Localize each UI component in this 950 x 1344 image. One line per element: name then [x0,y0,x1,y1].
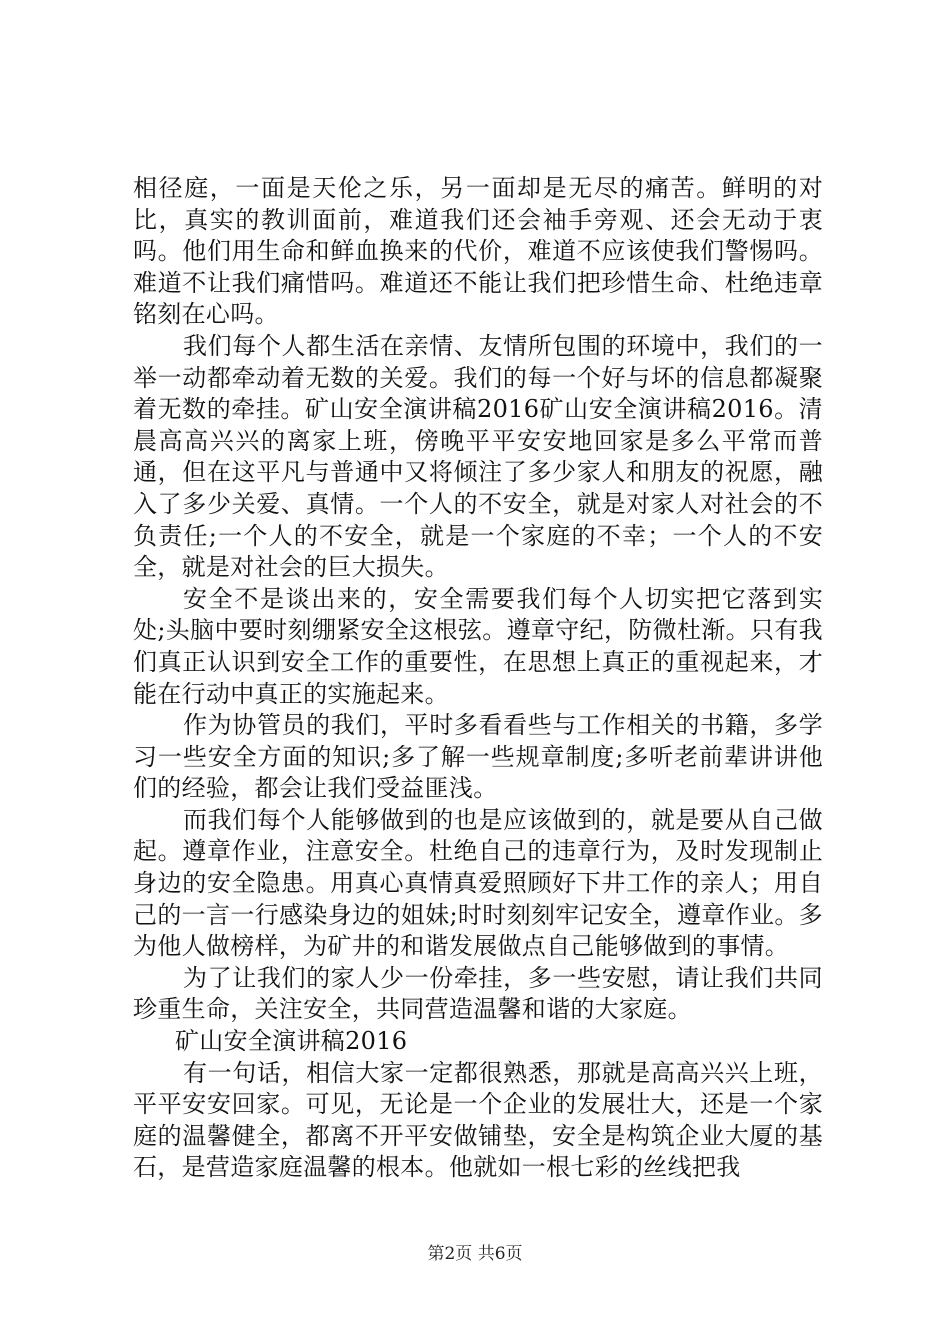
paragraph: 我们每个人都生活在亲情、友情所包围的环境中，我们的一举一动都牵动着无数的关爱。我们的每一个好与坏的信息都凝聚着无数的牵挂。矿山安全演讲稿2016矿山安全演讲稿2016。清晨高高兴兴的离家上班，傍晚平平安安地回家是多么平常而普通，但在这平凡与普通中又将倾注了多少家人和朋友的祝愿，融入了多少关爱、真情。一个人的不安全，就是对家人对社会的不负责任;一个人的不安全，就是一个家庭的不幸；一个人的不安全，就是对社会的巨大损失。 [133,331,823,582]
paragraph: 为了让我们的家人少一份牵挂，多一些安慰，请让我们共同珍重生命，关注安全，共同营造温馨和谐的大家庭。 [133,963,823,1024]
section-subtitle: 矿山安全演讲稿2016 [175,1027,408,1056]
page-footer [0,1243,950,1265]
document-body [133,173,823,1184]
paragraph: 作为协管员的我们，平时多看看些与工作相关的书籍，多学习一些安全方面的知识;多了解一些规章制度;多听老前辈讲讲他们的经验，都会让我们受益匪浅。 [133,711,823,803]
page-number: 第2页 共6页 [427,1244,523,1264]
paragraph-continuation: 相径庭，一面是天伦之乐，另一面却是无尽的痛苦。鲜明的对比，真实的教训面前，难道我们还会袖手旁观、还会无动于衷吗。他们用生命和鲜血换来的代价，难道不应该使我们警惕吗。难道不让我们痛惜吗。难道还不能让我们把珍惜生命、杜绝违章铭刻在心吗。 [133,174,823,329]
paragraph: 有一句话，相信大家一定都很熟悉，那就是高高兴兴上班，平平安安回家。可见，无论是一个企业的发展壮大，还是一个家庭的温馨健全，都离不开平安做铺垫，安全是构筑企业大厦的基石，是营造家庭温馨的根本。他就如一根七彩的丝线把我 [133,1058,823,1182]
paragraph: 而我们每个人能够做到的也是应该做到的，就是要从自己做起。遵章作业，注意安全。杜绝自己的违章行为，及时发现制止身边的安全隐患。用真心真情真爱照顾好下井工作的亲人；用自己的一言一行感染身边的姐妹;时时刻刻牢记安全，遵章作业。多为他人做榜样，为矿井的和谐发展做点自己能够做到的事情。 [133,805,823,961]
paragraph: 安全不是谈出来的，安全需要我们每个人切实把它落到实处;头脑中要时刻绷紧安全这根弦。遵章守纪，防微杜渐。只有我们真正认识到安全工作的重要性，在思想上真正的重视起来，才能在行动中真正的实施起来。 [133,584,823,708]
